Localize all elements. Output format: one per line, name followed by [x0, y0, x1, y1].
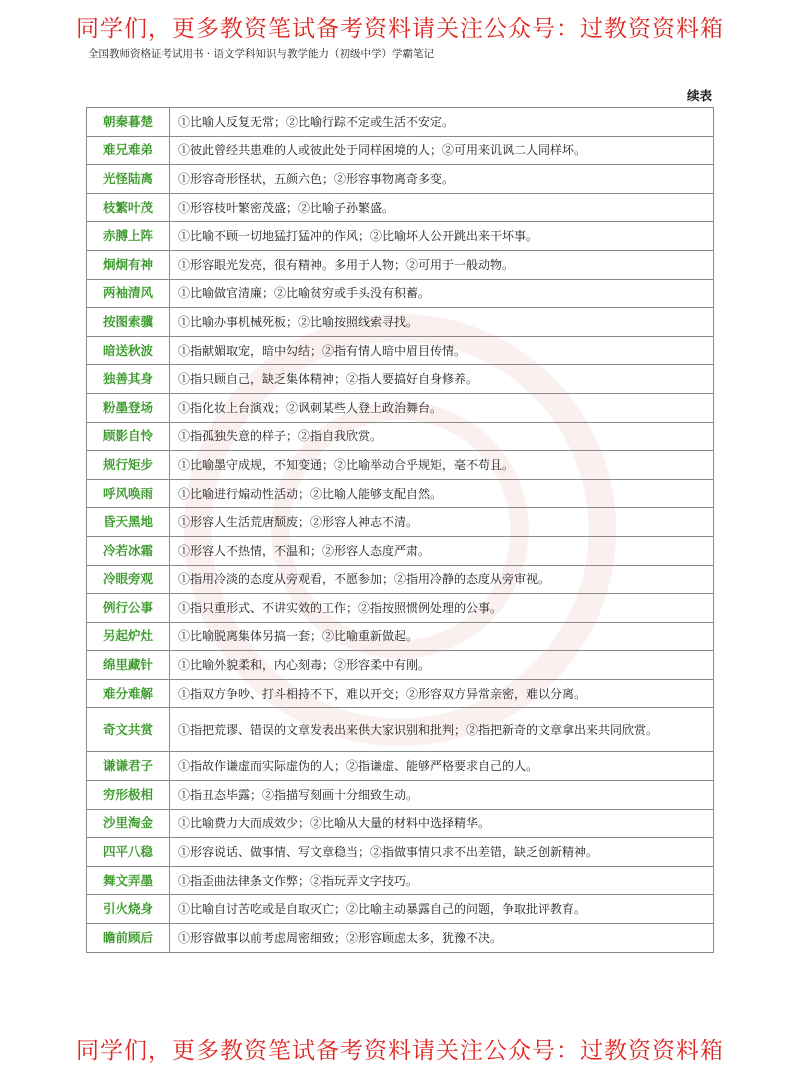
table-row [87, 651, 714, 680]
idiom-term: 枝繁叶茂 [87, 193, 170, 222]
idiom-definition: ①比喻不顾一切地猛打猛冲的作风；②比喻坏人公开跳出来干坏事。 [170, 222, 714, 251]
idiom-term: 昏天黑地 [87, 508, 170, 537]
table-row [87, 365, 714, 394]
table-row [87, 451, 714, 480]
promo-banner-top: 同学们，更多教资笔试备考资料请关注公众号：过教资资料箱 [76, 16, 724, 42]
idiom-term: 四平八稳 [87, 838, 170, 867]
table-row [87, 565, 714, 594]
table-row [87, 336, 714, 365]
idiom-term: 绵里藏针 [87, 651, 170, 680]
idiom-definition: ①指歪曲法律条文作弊；②指玩弄文字技巧。 [170, 866, 714, 895]
table-row [87, 393, 714, 422]
idiom-definition: ①比喻人反复无常；②比喻行踪不定或生活不安定。 [170, 108, 714, 137]
idiom-term: 穷形极相 [87, 781, 170, 810]
idiom-term: 舞文弄墨 [87, 866, 170, 895]
table-row [87, 838, 714, 867]
table-row [87, 165, 714, 194]
table-row [87, 250, 714, 279]
idiom-term: 粉墨登场 [87, 393, 170, 422]
idiom-term: 光怪陆离 [87, 165, 170, 194]
idiom-definition: ①比喻脱离集体另搞一套；②比喻重新做起。 [170, 622, 714, 651]
table-row [87, 422, 714, 451]
idiom-definition: ①形容人生活荒唐颓废；②形容人神志不清。 [170, 508, 714, 537]
table-row [87, 622, 714, 651]
idiom-term: 难分难解 [87, 679, 170, 708]
idiom-definition: ①比喻做官清廉；②比喻贫穷或手头没有积蓄。 [170, 279, 714, 308]
book-subtitle: 全国教师资格证考试用书 · 语文学科知识与教学能力（初级中学）学霸笔记 [88, 48, 435, 60]
idiom-term: 冷眼旁观 [87, 565, 170, 594]
table-row [87, 308, 714, 337]
promo-banner-bottom: 同学们，更多教资笔试备考资料请关注公众号：过教资资料箱 [76, 1038, 724, 1064]
table-row [87, 479, 714, 508]
idiom-definition: ①指只重形式、不讲实效的工作；②指按照惯例处理的公事。 [170, 594, 714, 623]
idiom-term: 暗送秋波 [87, 336, 170, 365]
idiom-term: 谦谦君子 [87, 752, 170, 781]
table-row [87, 108, 714, 137]
idiom-definition: ①比喻自讨苦吃或是自取灭亡；②比喻主动暴露自己的问题，争取批评教育。 [170, 895, 714, 924]
idiom-term: 赤膊上阵 [87, 222, 170, 251]
idiom-term: 瞻前顾后 [87, 924, 170, 953]
table-row [87, 752, 714, 781]
table-row [87, 222, 714, 251]
idiom-term: 引火烧身 [87, 895, 170, 924]
idiom-term: 奇文共赏 [87, 708, 170, 752]
idiom-definition: ①形容眼光发亮，很有精神。多用于人物；②可用于一般动物。 [170, 250, 714, 279]
idiom-definition: ①指双方争吵、打斗相持不下，难以开交；②形容双方异常亲密，难以分离。 [170, 679, 714, 708]
idiom-definition: ①指把荒谬、错误的文章发表出来供大家识别和批判；②指把新奇的文章拿出来共同欣赏。 [170, 708, 714, 752]
idiom-definition: ①指化妆上台演戏；②讽刺某些人登上政治舞台。 [170, 393, 714, 422]
idiom-term: 按图索骥 [87, 308, 170, 337]
idiom-term: 另起炉灶 [87, 622, 170, 651]
continued-label: 续表 [686, 88, 712, 103]
idiom-term: 冷若冰霜 [87, 536, 170, 565]
idiom-term: 沙里淘金 [87, 809, 170, 838]
idiom-term: 独善其身 [87, 365, 170, 394]
idiom-definition: ①形容奇形怪状，五颜六色；②形容事物离奇多变。 [170, 165, 714, 194]
table-row [87, 594, 714, 623]
idiom-term: 两袖清风 [87, 279, 170, 308]
table-row [87, 781, 714, 810]
idiom-definition: ①比喻办事机械死板；②比喻按照线索寻找。 [170, 308, 714, 337]
table-row [87, 708, 714, 752]
idiom-term: 朝秦暮楚 [87, 108, 170, 137]
idiom-definition: ①形容做事以前考虑周密细致；②形容顾虑太多，犹豫不决。 [170, 924, 714, 953]
table-row [87, 809, 714, 838]
table-row [87, 508, 714, 537]
idiom-term: 呼风唤雨 [87, 479, 170, 508]
idiom-definition: ①指丑态毕露；②指描写刻画十分细致生动。 [170, 781, 714, 810]
idiom-definition: ①比喻费力大而成效少；②比喻从大量的材料中选择精华。 [170, 809, 714, 838]
idiom-definition: ①指故作谦虚而实际虚伪的人；②指谦虚、能够严格要求自己的人。 [170, 752, 714, 781]
idiom-definition: ①比喻外貌柔和，内心刻毒；②形容柔中有刚。 [170, 651, 714, 680]
idiom-definition: ①比喻墨守成规，不知变通；②比喻举动合乎规矩，毫不苟且。 [170, 451, 714, 480]
table-row [87, 193, 714, 222]
idiom-table [86, 107, 714, 953]
table-row [87, 866, 714, 895]
table-row [87, 679, 714, 708]
idiom-term: 例行公事 [87, 594, 170, 623]
table-row [87, 536, 714, 565]
idiom-definition: ①形容枝叶繁密茂盛；②比喻子孙繁盛。 [170, 193, 714, 222]
idiom-definition: ①指只顾自己，缺乏集体精神；②指人要搞好自身修养。 [170, 365, 714, 394]
idiom-definition: ①指用冷淡的态度从旁观看，不愿参加；②指用冷静的态度从旁审视。 [170, 565, 714, 594]
idiom-term: 炯炯有神 [87, 250, 170, 279]
table-row [87, 924, 714, 953]
idiom-definition: ①彼此曾经共患难的人或彼此处于同样困境的人；②可用来讥讽二人同样坏。 [170, 136, 714, 165]
idiom-term: 顾影自怜 [87, 422, 170, 451]
table-row [87, 895, 714, 924]
idiom-term: 规行矩步 [87, 451, 170, 480]
idiom-definition: ①形容说话、做事情、写文章稳当；②指做事情只求不出差错，缺乏创新精神。 [170, 838, 714, 867]
table-row [87, 279, 714, 308]
idiom-definition: ①比喻进行煽动性活动；②比喻人能够支配自然。 [170, 479, 714, 508]
table-row [87, 136, 714, 165]
idiom-definition: ①指献媚取宠，暗中勾结；②指有情人暗中眉目传情。 [170, 336, 714, 365]
idiom-definition: ①形容人不热情，不温和；②形容人态度严肃。 [170, 536, 714, 565]
idiom-term: 难兄难弟 [87, 136, 170, 165]
idiom-definition: ①指孤独失意的样子；②指自我欣赏。 [170, 422, 714, 451]
